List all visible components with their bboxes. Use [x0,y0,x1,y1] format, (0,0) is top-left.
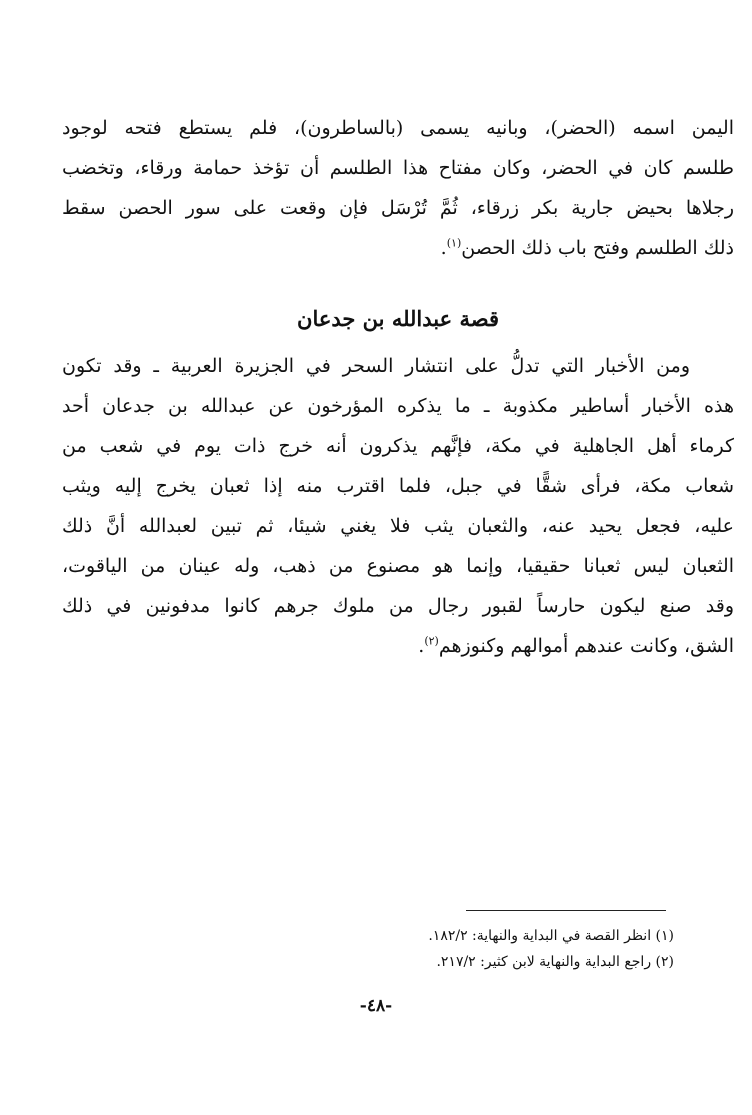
page-number: -٤٨- [359,996,393,1016]
footnote-1: (١) انظر القصة في البداية والنهاية: ١٨٢/٢. [428,928,674,944]
paragraph-2-line-text: الشق، وكانت عندهم أموالهم وكنوزهم [438,635,734,657]
paragraph-2-line: شعاب مكة، فرأى شقًّا في جبل، فلما اقترب منه إذا ثعبان يخرج إليه ويثب [62,475,734,497]
footnote-2: (٢) راجع البداية والنهاية لابن كثير: ٢١٧/٢. [436,954,674,970]
paragraph-2-end-punct: . [418,635,425,657]
footnote-divider [466,910,666,911]
paragraph-1-end-punct: . [440,237,447,259]
paragraph-2-line: هذه الأخبار أساطير مكذوبة ـ ما يذكره المؤرخون عن عبدالله بن جدعان أحد [62,395,734,417]
paragraph-2-last-line [62,626,734,666]
paragraph-1 [62,108,734,268]
paragraph-2 [62,346,734,666]
footnote-ref-1: (١) [446,236,462,250]
footnote-ref-2: (٢) [424,634,439,648]
paragraph-1-line: رجلاها بحيض جارية بكر زرقاء، ثُمَّ تُرْسَل فإن وقعت على سور الحصن سقط [62,197,734,219]
paragraph-1-line: طلسم كان في الحضر، وكان مفتاح هذا الطلسم أن تؤخذ حمامة ورقاء، وتخضب [62,157,734,179]
paragraph-2-line: وقد صنع ليكون حارساً لقبور رجال من ملوك جرهم كانوا مدفونين في ذلك [62,595,734,617]
paragraph-2-line: الثعبان ليس ثعبانا حقيقيا، وإنما هو مصنوع من ذهب، وله عينان من الياقوت، [62,555,734,577]
paragraph-1-line: اليمن اسمه (الحضر)، وبانيه يسمى (بالساطرون)، فلم يستطع فتحه لوجود [62,117,734,139]
footnotes [62,923,674,975]
paragraph-2-line: عليه، فجعل يحيد عنه، والثعبان يثب فلا يغني شيئا، ثم تبين لعبدالله أنَّ ذلك [62,515,734,537]
section-heading: قصة عبدالله بن جدعان [297,306,499,331]
paragraph-1-last-line [62,228,734,268]
paragraph-1-line-text: ذلك الطلسم وفتح باب ذلك الحصن [461,237,734,259]
paragraph-2-line: ومن الأخبار التي تدلُّ على انتشار السحر في الجزيرة العربية ـ وقد تكون [62,355,690,377]
paragraph-2-line: كرماء أهل الجاهلية في مكة، فإنَّهم يذكرون أنه خرج ذات يوم في شعب من [62,435,734,457]
